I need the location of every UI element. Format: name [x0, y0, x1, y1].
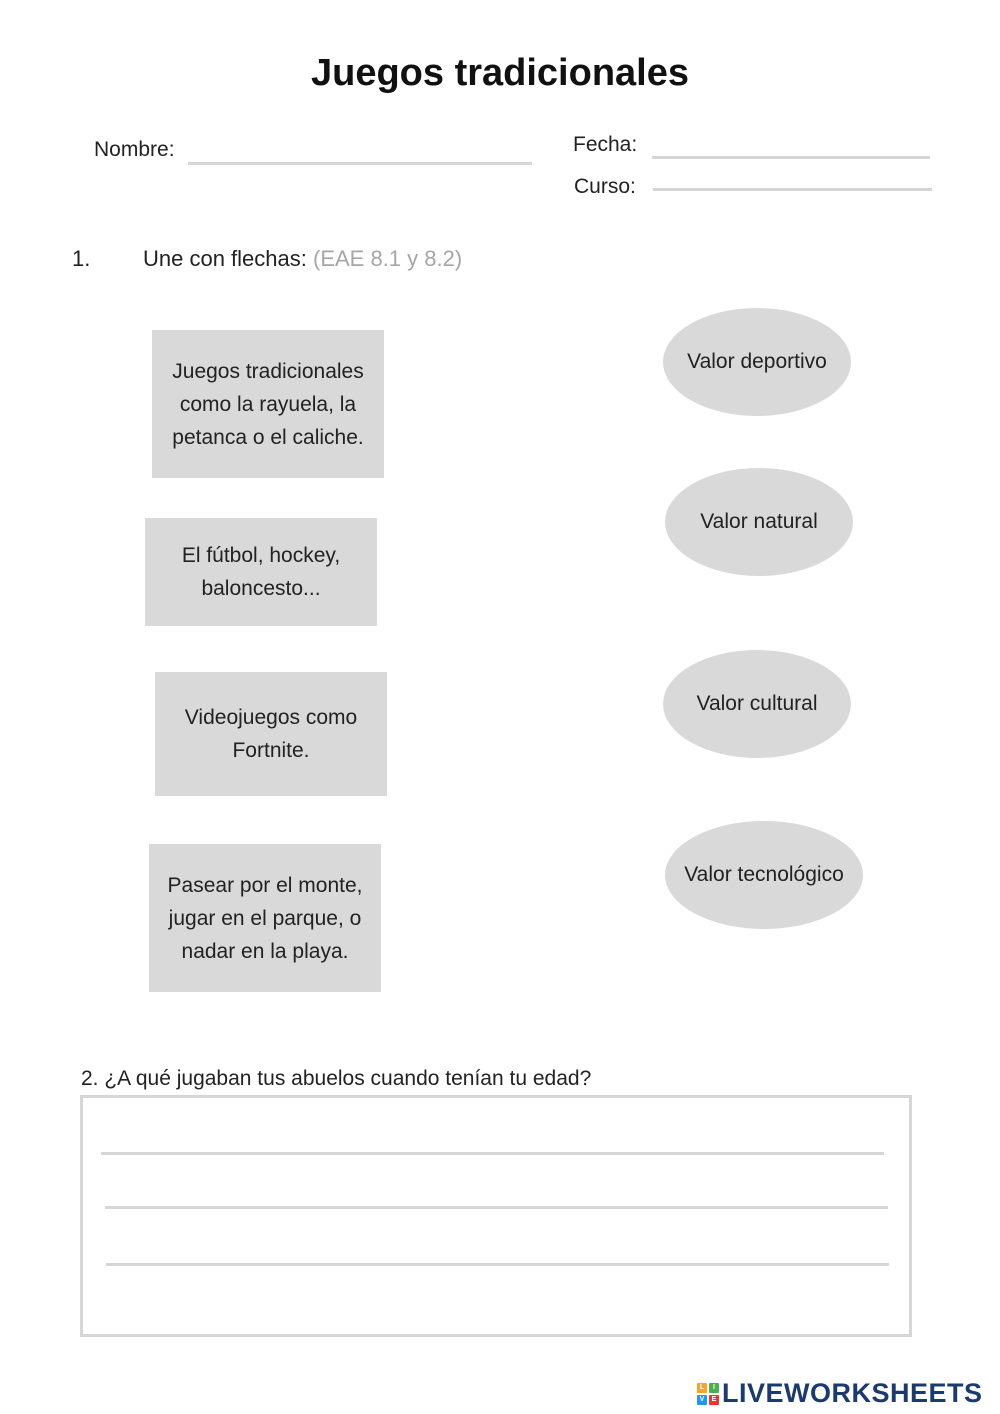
nombre-label: Nombre:	[94, 138, 175, 161]
answer-line-2	[105, 1206, 888, 1209]
answer-line-1	[101, 1152, 884, 1155]
page-title: Juegos tradicionales	[310, 52, 689, 94]
match-right-item-4[interactable]: Valor tecnológico	[665, 821, 863, 929]
nombre-field[interactable]	[188, 162, 532, 165]
match-right-item-3[interactable]: Valor cultural	[663, 650, 851, 758]
fecha-label: Fecha:	[573, 133, 638, 156]
question2-text: 2. ¿A qué jugaban tus abuelos cuando tenían tu edad?	[81, 1067, 592, 1090]
match-left-item-2[interactable]: El fútbol, hockey, baloncesto...	[145, 518, 377, 626]
answer-box[interactable]	[80, 1095, 912, 1337]
brand-logo-tile: L	[697, 1383, 707, 1393]
brand-logo-tile: V	[697, 1395, 707, 1405]
match-left-item-3[interactable]: Videojuegos como Fortnite.	[155, 672, 387, 796]
curso-field[interactable]	[653, 188, 932, 191]
match-left-item-4[interactable]: Pasear por el monte, jugar en el parque, o nadar en la playa.	[149, 844, 381, 992]
question1-reference: (EAE 8.1 y 8.2)	[313, 246, 463, 271]
match-left-item-1[interactable]: Juegos tradicionales como la rayuela, la petanca o el caliche.	[152, 330, 384, 478]
question1-number: 1.	[72, 246, 91, 271]
question1-text	[143, 246, 462, 272]
question1-instruction: Une con flechas:	[143, 246, 307, 271]
brand-logo-tile: E	[709, 1395, 719, 1405]
brand-name: LIVEWORKSHEETS	[722, 1378, 983, 1408]
brand-watermark	[697, 1378, 983, 1409]
brand-logo-tile: I	[709, 1383, 719, 1393]
match-right-item-1[interactable]: Valor deportivo	[663, 308, 851, 416]
curso-label: Curso:	[574, 175, 636, 198]
brand-logo-icon	[697, 1383, 719, 1405]
fecha-field[interactable]	[652, 156, 930, 159]
match-right-item-2[interactable]: Valor natural	[665, 468, 853, 576]
answer-line-3	[106, 1263, 889, 1266]
